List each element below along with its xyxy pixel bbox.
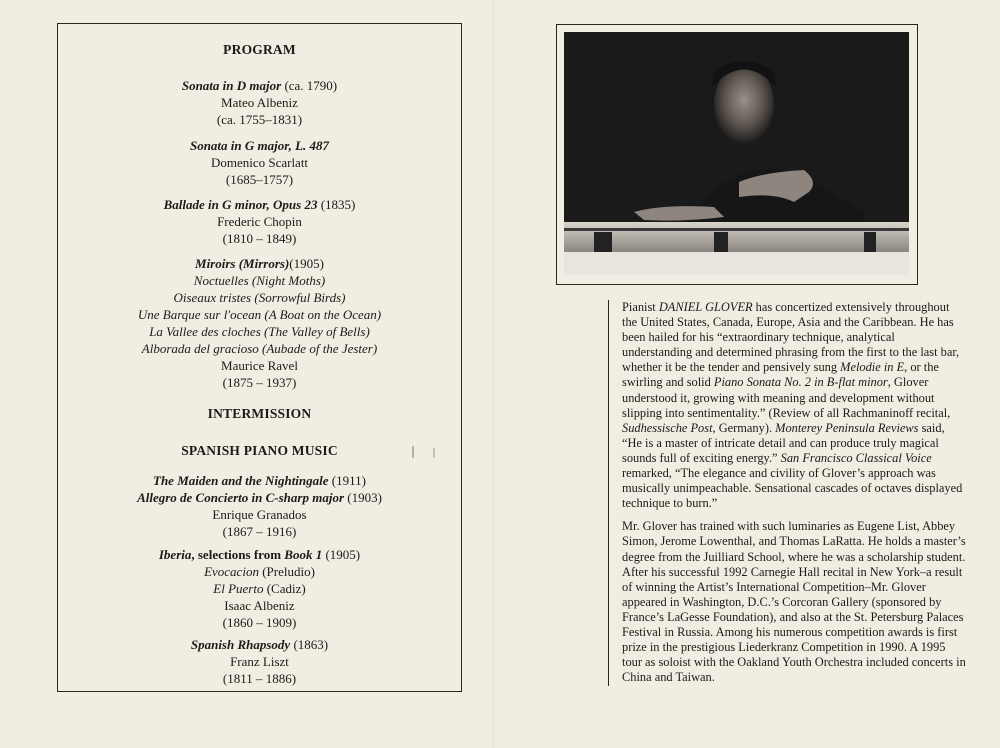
bio-italic-text: San Francisco Classical Voice	[780, 450, 932, 465]
work-title: Ballade in G minor, Opus 23	[163, 197, 318, 212]
spanish-music-heading: SPANISH PIANO MUSIC	[181, 443, 338, 458]
movement-title: Une Barque sur l'ocean (A Boat on the Ocean)	[137, 307, 382, 322]
composer-years: (1867 – 1916)	[222, 524, 297, 539]
movement-title: El Puerto	[213, 581, 264, 596]
work-title: Iberia	[158, 547, 192, 562]
program-piece-scarlatti	[58, 137, 461, 188]
bio-text: said, “He is a master of intricate detail and can produce truly magical sounds full of exciting energy.”	[622, 420, 945, 465]
work-date: (1863)	[290, 637, 329, 652]
program-piece-ravel	[58, 255, 461, 391]
bio-italic-text: DANIEL GLOVER	[658, 300, 753, 314]
movement-subtitle: (Preludio)	[258, 564, 315, 579]
composer-years: (1811 – 1886)	[222, 671, 297, 686]
bio-italic-text: Monterey Peninsula Reviews	[775, 420, 919, 435]
program-heading: PROGRAM	[223, 42, 296, 57]
work-title: The Maiden and the Nightingale	[153, 473, 329, 488]
composer-name: Isaac Albeniz	[224, 598, 295, 613]
movement-title: Oiseaux tristes (Sorrowful Birds)	[173, 290, 346, 305]
work-book: Book 1	[284, 547, 323, 562]
program-piece-liszt	[58, 636, 461, 687]
bio-italic-text: Sudhessische Post	[622, 420, 713, 435]
biography-paragraph-2: Mr. Glover has trained with such luminaries as Eugene List, Abbey Simon, Jerome Lowenthal, and Thomas LaRatta. He holds a master’s degree from the Juilliard School, where he was a scholarship student. After his successful 1992 Carnegie Hall recital in New York–a result of winning the Artist’s International Competition–Mr. Glover appeared in Washington, D.C.’s Corcoran Gallery (sponsored by France’s LaGesse Foundation), and also at the St. Petersburg Palaces Festival in Russia. Among his numerous competition awards is first prize in the prestigious Liederkranz Competition in 1990. A 1995 tour as soloist with the Oakland Youth Orchestra included concerts in China and Taiwan.	[622, 519, 966, 685]
composer-name: Franz Liszt	[230, 654, 289, 669]
composer-years: (1810 – 1849)	[222, 231, 297, 246]
pianist-photo	[564, 32, 909, 275]
work-date: (1911)	[328, 473, 366, 488]
bio-text: has concertized extensively throughout the United States, Canada, Europe, Asia and the Caribbean. He has been hailed for his “extraordinary technique, analytical understanding and determined phrasing from the first to the last bar, whether it be the tender and pensively sung	[622, 300, 960, 375]
intermission-heading: INTERMISSION	[207, 406, 312, 421]
program-piece-granados	[58, 472, 461, 540]
work-title: Sonata in G major, L. 487	[189, 138, 330, 153]
bio-text: , Germany).	[712, 420, 776, 435]
work-title: Spanish Rhapsody	[190, 637, 291, 652]
biography-paragraph-1	[622, 300, 967, 511]
movement-subtitle: (Cadiz)	[263, 581, 306, 596]
composer-years: (1875 – 1937)	[222, 375, 297, 390]
composer-name: Domenico Scarlatt	[210, 155, 309, 170]
program-piece-albeniz-sonata	[58, 77, 461, 128]
composer-years: (1685–1757)	[225, 172, 294, 187]
composer-name: Enrique Granados	[212, 507, 307, 522]
bio-text: , Glover understood it, growing with meaning and development without slipping into sentimentality.” (Review of all Rachmaninoff recital,	[622, 375, 951, 420]
work-date: (1905)	[322, 547, 361, 562]
bio-text: Pianist	[622, 300, 659, 314]
composer-name: Maurice Ravel	[221, 358, 298, 373]
program-piece-chopin	[58, 196, 461, 247]
composer-name: Mateo Albeniz	[221, 95, 298, 110]
work-subtitle: , selections from	[191, 547, 285, 562]
work-title: Allegro de Concierto in C-sharp major	[137, 490, 345, 505]
movement-title: La Vallee des cloches (The Valley of Bells)	[149, 324, 370, 339]
work-title: Sonata in D major	[181, 78, 282, 93]
bio-italic-text: Piano Sonata No. 2 in B-flat minor	[713, 375, 888, 390]
work-date: (ca. 1790)	[281, 78, 338, 93]
page-fold	[492, 0, 498, 748]
composer-years: (ca. 1755–1831)	[216, 112, 303, 127]
work-title: Miroirs (Mirrors)	[195, 256, 290, 271]
composer-name: Frederic Chopin	[217, 214, 302, 229]
work-date: (1905)	[289, 256, 324, 271]
bio-text: , or the swirling and solid	[622, 360, 939, 390]
pianist-photo-illustration	[564, 32, 909, 275]
composer-years: (1860 – 1909)	[222, 615, 297, 630]
movement-title: Noctuelles (Night Moths)	[193, 273, 326, 288]
work-date: (1903)	[344, 490, 382, 505]
work-date: (1835)	[317, 197, 356, 212]
program-piece-iberia	[58, 546, 461, 631]
bio-italic-text: Melodie in E	[840, 360, 905, 375]
biography	[608, 300, 967, 686]
bio-text: remarked, “The elegance and civility of Glover’s approach was musically unimpeachable. Sensational cascades of octaves displayed technique to burn.”	[622, 466, 963, 511]
movement-title: Alborada del gracioso (Aubade of the Jester)	[141, 341, 378, 356]
movement-title: Evocacion	[204, 564, 259, 579]
program-box	[57, 23, 462, 692]
